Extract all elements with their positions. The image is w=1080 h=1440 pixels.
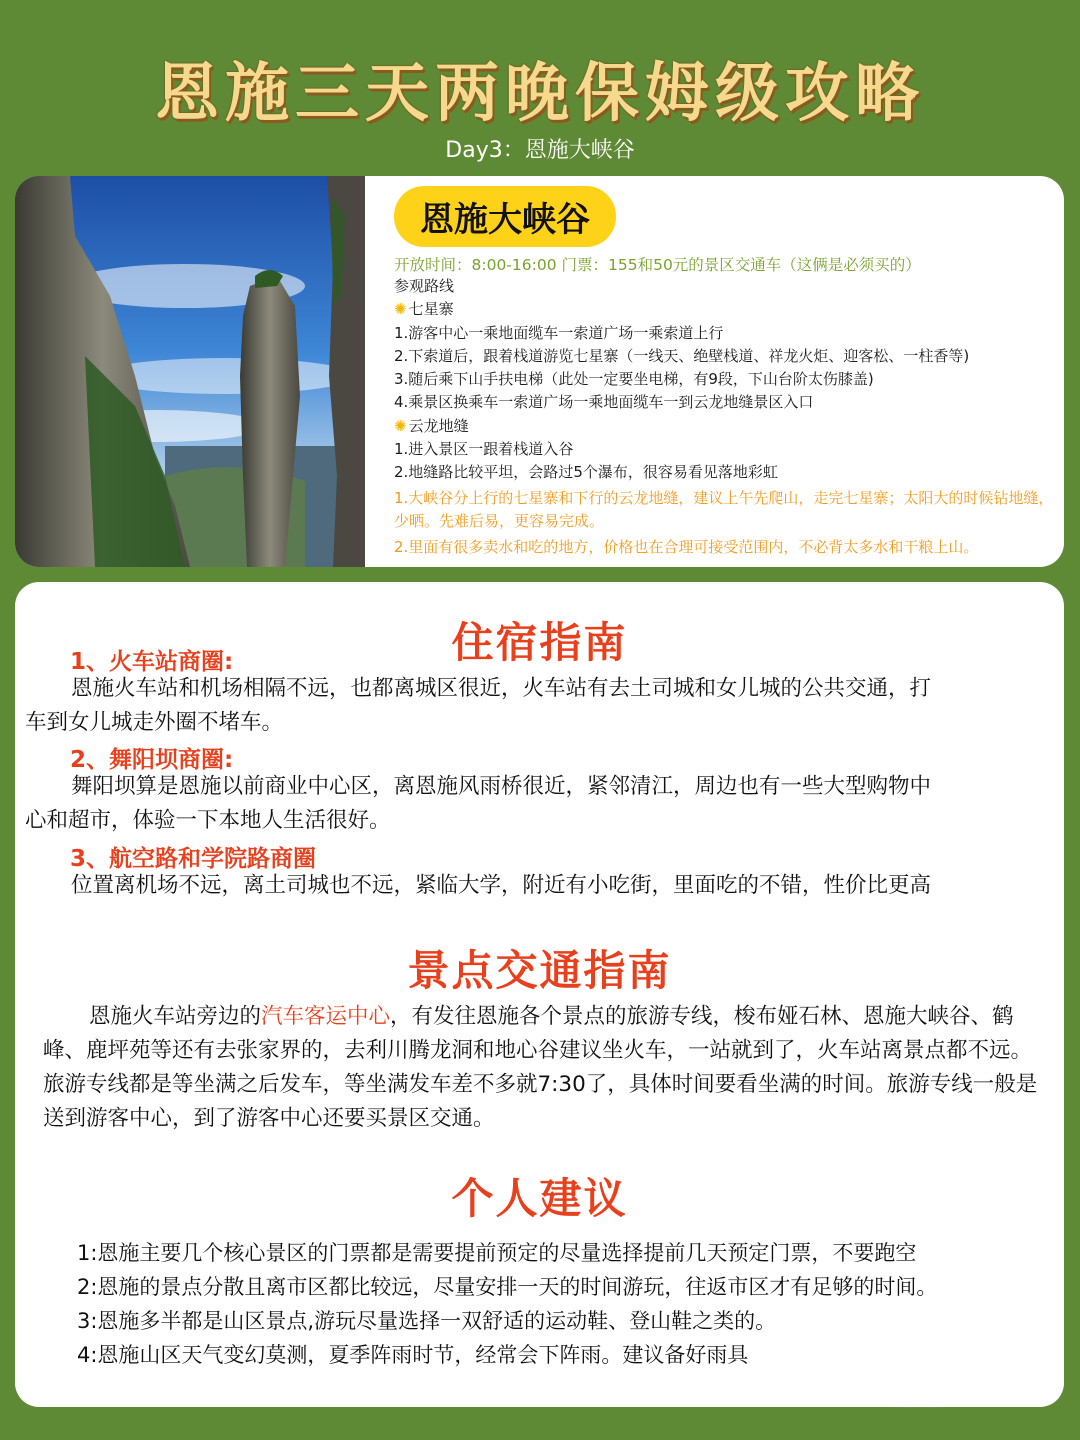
guide-card bbox=[15, 582, 1064, 1407]
tip-text: 1.大峡谷分上行的七星寨和下行的云龙地缝，建议上午先爬山，走完七星寨；太阳大的时候钻地缝，少晒。先难后易，更容易完成。 bbox=[394, 488, 1054, 531]
advice-item: 2:恩施的景点分散且离市区都比较远，尽量安排一天的时间游玩，往返市区才有足够的时间。 bbox=[77, 1275, 938, 1299]
advice-item: 1:恩施主要几个核心景区的门票都是需要提前预定的尽量选择提前几天预定门票，不要跑空 bbox=[77, 1241, 917, 1265]
advice-item: 4:恩施山区天气变幻莫测，夏季阵雨时节，经常会下阵雨。建议备好雨具 bbox=[77, 1343, 749, 1367]
bus-station-highlight: 汽车客运中心 bbox=[261, 1004, 391, 1029]
corner-fade bbox=[790, 1318, 1050, 1408]
page-title: 恩施三天两晚保姆级攻略 bbox=[155, 56, 925, 131]
area-description: 恩施火车站和机场相隔不远，也都离城区很近，火车站有去土司城和女儿城的公共交通，打 车到女儿城走外圈不堵车。 bbox=[25, 676, 932, 735]
route-step: 3.随后乘下山手扶电梯（此处一定要坐电梯，有9段，下山台阶太伤膝盖) bbox=[394, 370, 874, 389]
route-section-name: 七星寨 bbox=[408, 300, 454, 319]
transport-title: 景点交通指南 bbox=[407, 946, 672, 995]
area-title: 3、航空路和学院路商圈 bbox=[70, 846, 317, 872]
area-description: 位置离机场不远，离土司城也不远，紧临大学，附近有小吃街，里面吃的不错，性价比更高 bbox=[71, 873, 932, 898]
route-step: 4.乘景区换乘车一索道广场一乘地面缆车一到云龙地缝景区入口 bbox=[394, 393, 814, 412]
day-subtitle: Day3：恩施大峡谷 bbox=[445, 138, 635, 163]
canyon-photo bbox=[15, 176, 365, 567]
route-step: 2.下索道后，跟着栈道游览七星寨（一线天、绝壁栈道、祥龙火炬、迎客松、一柱香等) bbox=[394, 346, 970, 365]
area-title: 1、火车站商圈: bbox=[70, 649, 234, 675]
advice-item: 3:恩施多半都是山区景点,游玩尽量选择一双舒适的运动鞋、登山鞋之类的。 bbox=[77, 1309, 777, 1333]
sun-icon: ✺ bbox=[394, 300, 407, 319]
route-step: 2.地缝路比较平坦，会路过5个瀑布，很容易看见落地彩虹 bbox=[394, 463, 778, 482]
route-section-heading bbox=[394, 415, 1054, 438]
area-title: 2、舞阳坝商圈: bbox=[70, 747, 234, 773]
lodging-title: 住宿指南 bbox=[451, 618, 628, 667]
hours-ticket-info: 开放时间：8:00-16:00 门票：155和50元的景区交通车（这俩是必须买的） bbox=[394, 256, 921, 274]
route-label: 参观路线 bbox=[394, 277, 455, 295]
route-step: 1.游客中心一乘地面缆车一索道广场一乘索道上行 bbox=[394, 323, 724, 342]
spot-name-tag: 恩施大峡谷 bbox=[394, 186, 616, 247]
route-step: 1.进入景区一跟着栈道入谷 bbox=[394, 440, 574, 459]
advice-title: 个人建议 bbox=[451, 1174, 628, 1223]
spot-info bbox=[394, 186, 1054, 559]
area-description: 舞阳坝算是恩施以前商业中心区，离恩施风雨桥很近，紧邻清江，周边也有一些大型购物中 心和超市，体验一下本地人生活很好。 bbox=[25, 774, 932, 833]
spot-card bbox=[15, 176, 1064, 567]
tip-text: 2.里面有很多卖水和吃的地方，价格也在合理可接受范围内，不必背太多水和干粮上山。 bbox=[394, 537, 979, 556]
route-section-heading bbox=[394, 298, 1054, 321]
sun-icon: ✺ bbox=[394, 416, 407, 435]
transport-text: 恩施火车站旁边的汽车客运中心，有发往恩施各个景点的旅游专线，梭布娅石林、恩施大峡谷、鹤峰、鹿坪苑等还有去张家界的，去利川腾龙洞和地心谷建议坐火车，一站就到了，火车站离景点都不远。旅游专线都是等坐满之后发车，等坐满发车差不多就7:30了，具体时间要看坐满的时间。旅游专线一般是送到游客中心，到了游客中心还要买景区交通。 bbox=[43, 1004, 1038, 1131]
route-section-name: 云龙地缝 bbox=[408, 416, 469, 435]
